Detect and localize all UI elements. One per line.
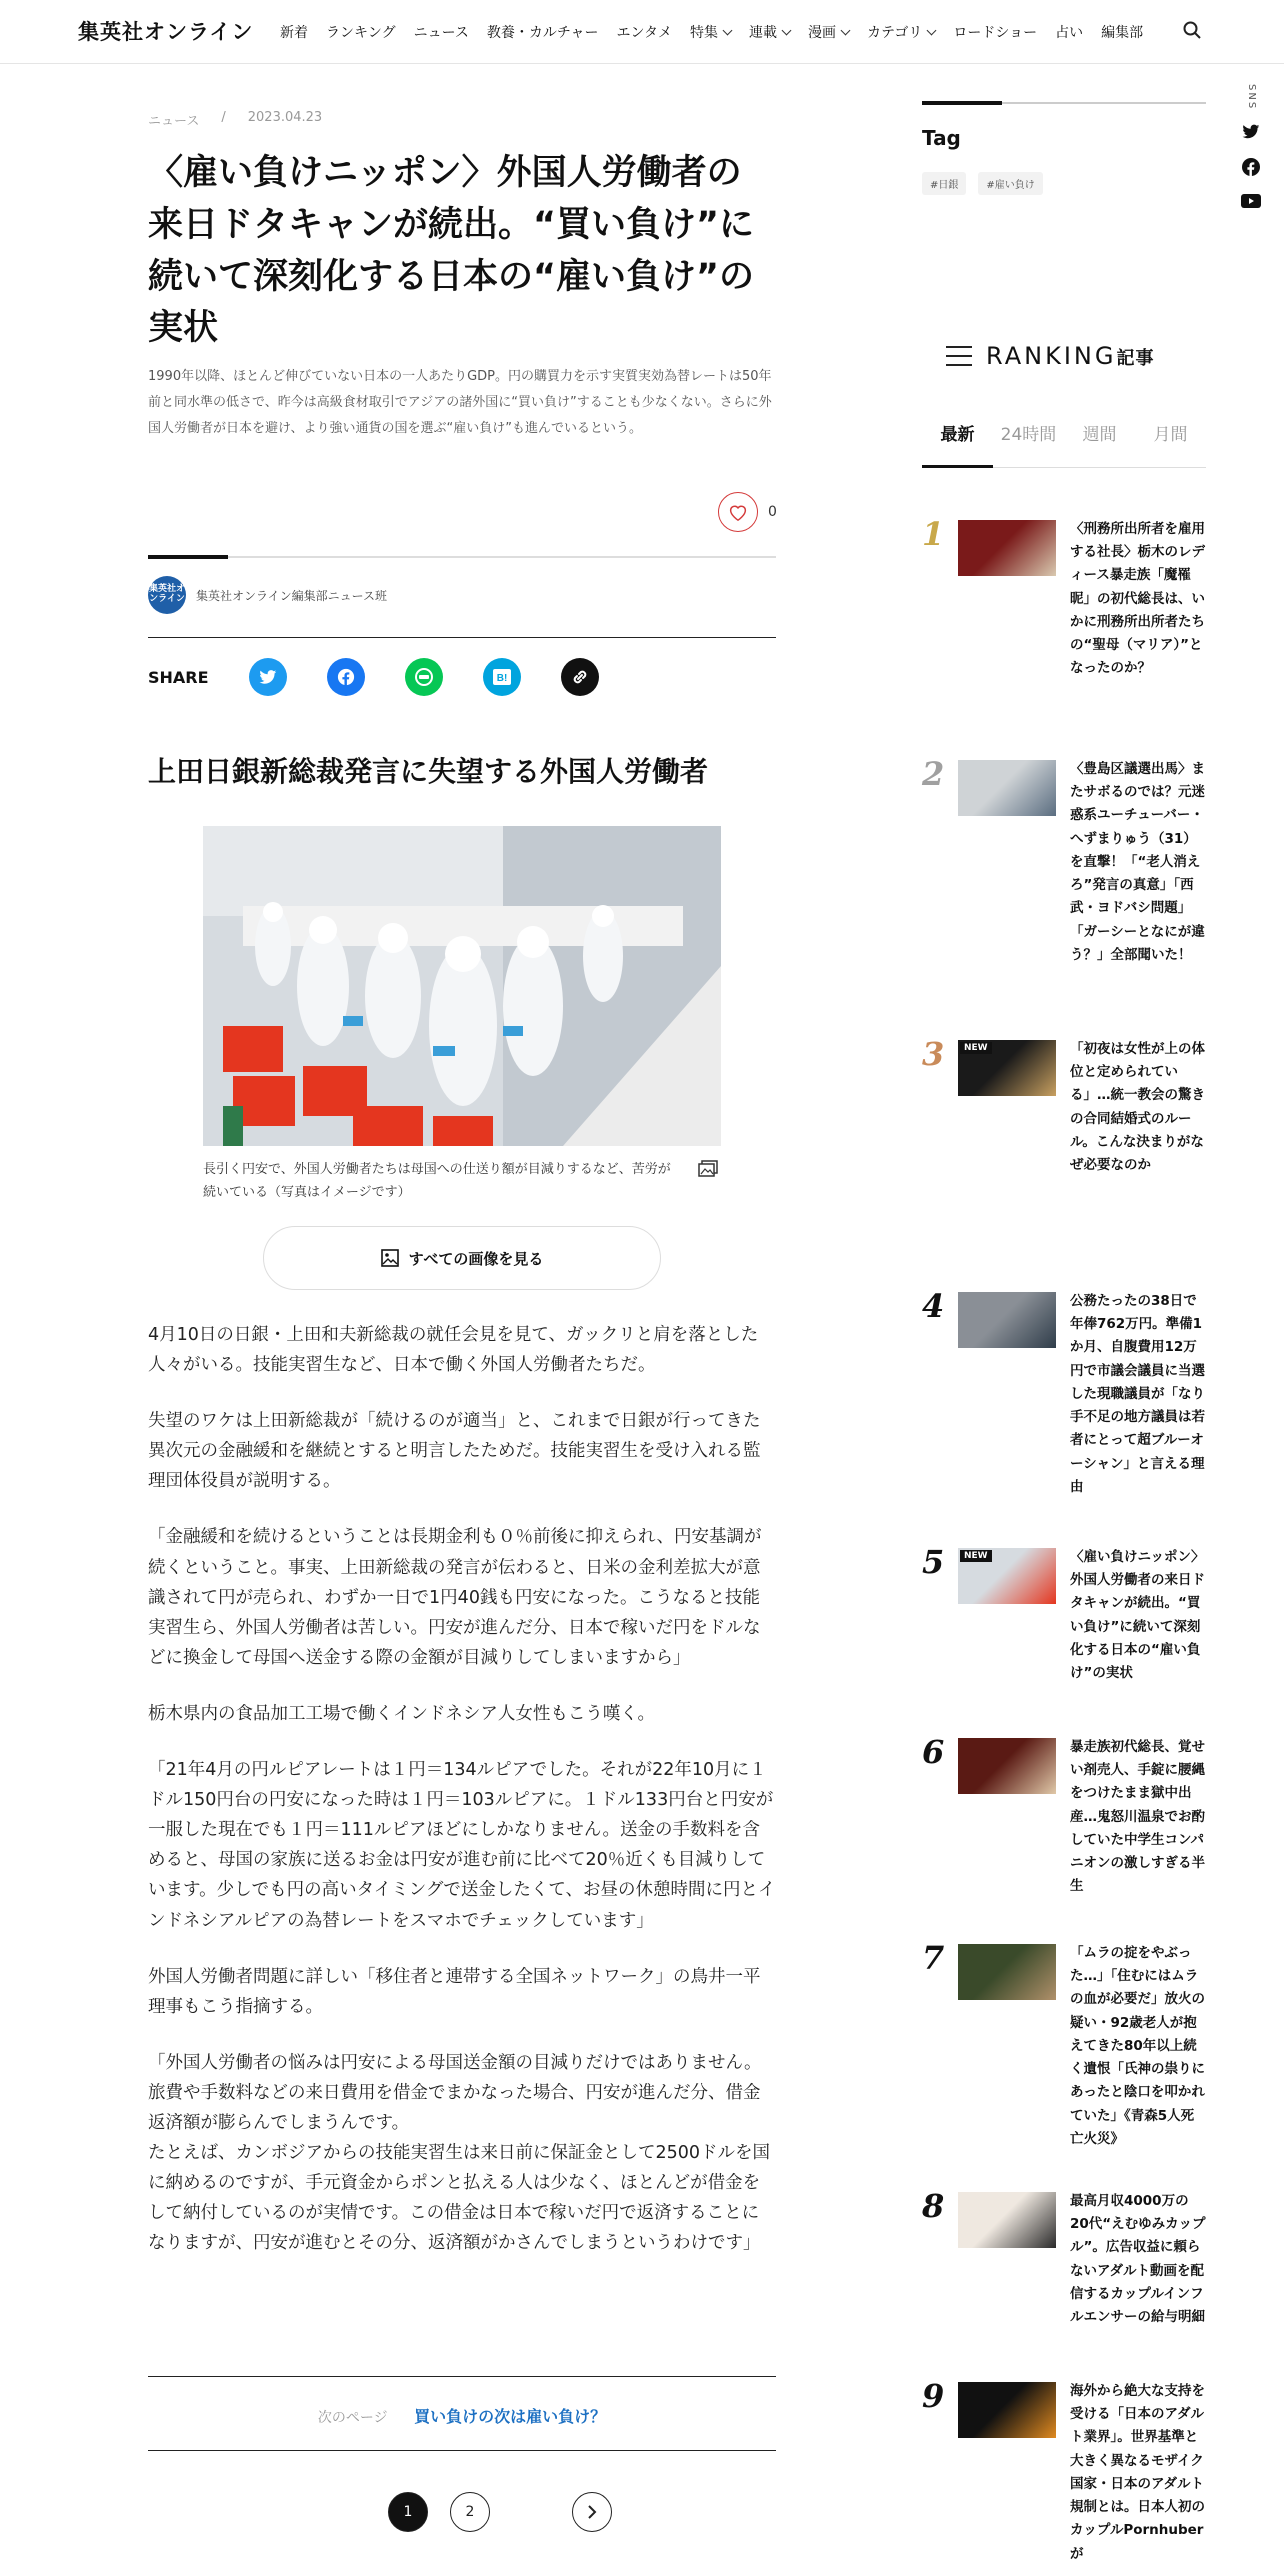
line-icon bbox=[414, 667, 434, 687]
ranking-item[interactable] bbox=[922, 1035, 1206, 1177]
ranking-menu-icon bbox=[946, 346, 972, 366]
body-paragraph: 外国人労働者問題に詳しい「移住者と連帯する全国ネットワーク」の鳥井一平理事もこう指摘する。 bbox=[148, 1966, 761, 2017]
ranking-item[interactable] bbox=[922, 1939, 1206, 2151]
share-bar bbox=[148, 658, 639, 696]
photo-caption: 長引く円安で、外国人労働者たちは母国への仕送り額が目減りするなど、苦労が続いている（写真はイメージです） bbox=[203, 1162, 671, 1201]
new-badge: NEW bbox=[960, 1550, 992, 1562]
body-paragraph: 栃木県内の食品加工工場で働くインドネシア人女性もこう嘆く。 bbox=[148, 1703, 655, 1724]
ranking-title[interactable]: 最高月収4000万の20代“えむゆみカップル”。広告収益に頼らないアダルト動画を配信するカップルインフルエンサーの給与明細 bbox=[1070, 2193, 1206, 2326]
tag-list bbox=[922, 172, 1043, 195]
share-facebook-button[interactable] bbox=[327, 658, 365, 696]
nav-item-7[interactable] bbox=[808, 22, 849, 42]
nav-item-0[interactable] bbox=[280, 22, 308, 42]
ranking-title[interactable]: 公務たったの38日で年俸762万円。準備1か月、自腹費用12万円で市議会議員に当選した現職議員が「なり手不足の地方議員は若者にとって超ブルーオーシャン」と言える理由 bbox=[1070, 1293, 1205, 1495]
author-block[interactable] bbox=[148, 576, 387, 614]
page-button-1[interactable]: 1 bbox=[388, 2492, 428, 2532]
share-copy-link-button[interactable] bbox=[561, 658, 599, 696]
ranking-title[interactable]: 海外から絶大な支持を受ける「日本のアダルト業界」。世界基準と大きく異なるモザイク国家・日本のアダルト規制とは。日本人初のカップルPornhuberが bbox=[1070, 2383, 1205, 2562]
ranking-number: 2 bbox=[922, 755, 945, 793]
tag-link[interactable]: #雇い負け bbox=[978, 172, 1042, 195]
ranking-tabs bbox=[922, 420, 1206, 468]
ranking-thumbnail[interactable] bbox=[958, 1040, 1056, 1096]
ranking-item[interactable] bbox=[922, 1287, 1206, 1499]
view-all-images-label: すべての画像を見る bbox=[408, 1249, 544, 1268]
site-header bbox=[0, 0, 1284, 64]
ranking-item[interactable] bbox=[922, 2187, 1206, 2329]
ranking-number: 5 bbox=[922, 1543, 945, 1581]
like-button[interactable] bbox=[718, 492, 758, 532]
share-label: SHARE bbox=[148, 667, 209, 687]
next-page-label: 次のページ bbox=[317, 2410, 388, 2426]
ranking-title[interactable]: 「ムラの掟をやぶった…」「住むにはムラの血が必要だ」放火の疑い・92歳老人が抱えてきた80年以上続く遺恨「氏神の祟りにあったと陰口を叩かれていた」《青森5人死亡火災》 bbox=[1070, 1945, 1205, 2147]
nav-item-label: 連載 bbox=[748, 25, 777, 41]
body-paragraph: 「金融緩和を続けるということは長期金利も０％前後に抑えられ、円安基調が続くということ。事実、上田新総裁の発言が伝わると、日米の金利差拡大が意識されて円が売られ、わずか一日で1円40銭も円安になった。こうなると技能実習生ら、外国人労働者は苦しい。円安が進んだ分、日本で稼いだ円をドルなどに換金して母国へ送金する際の金額が目減りしてしまいますから」 bbox=[148, 1527, 762, 1668]
nav-item-label: エンタメ bbox=[616, 25, 672, 41]
chevron-down-icon bbox=[927, 25, 937, 35]
author-avatar: 集英社オンライン bbox=[148, 576, 186, 614]
ranking-title[interactable]: 「初夜は女性が上の体位と定められている」…統一教会の驚きの合同結婚式のルール。こんな決まりがなぜ必要なのか bbox=[1070, 1041, 1205, 1174]
article-photo[interactable] bbox=[203, 826, 721, 1146]
ranking-title-text: RANKING bbox=[986, 342, 1117, 370]
share-line-button[interactable] bbox=[405, 658, 443, 696]
nav-item-label: ランキング bbox=[326, 25, 396, 41]
nav-item-9[interactable] bbox=[953, 22, 1037, 42]
ranking-item[interactable] bbox=[922, 755, 1206, 967]
article-title: 〈雇い負けニッポン〉外国人労働者の来日ドタキャンが続出。“買い負け”に続いて深刻化する日本の“雇い負け”の実状 bbox=[148, 153, 755, 349]
ranking-item[interactable] bbox=[922, 2377, 1206, 2566]
ranking-title[interactable]: 〈刑務所出所者を雇用する社長〉栃木のレディース暴走族「魔罹昵」の初代総長は、いかに刑務所出所者たちの“聖母（マリア）”となったのか？ bbox=[1070, 521, 1205, 677]
chevron-down-icon bbox=[841, 25, 851, 35]
ranking-number: 3 bbox=[922, 1035, 945, 1073]
next-page-bottom-divider bbox=[148, 2450, 776, 2451]
facebook-icon bbox=[337, 668, 355, 686]
ranking-item[interactable] bbox=[922, 515, 1206, 681]
facebook-icon[interactable] bbox=[1242, 158, 1260, 176]
chevron-right-icon bbox=[586, 2505, 598, 2519]
ranking-tab-1[interactable]: 24時間 bbox=[1000, 425, 1057, 445]
next-page-button[interactable] bbox=[572, 2492, 612, 2532]
author-divider bbox=[148, 556, 776, 558]
nav-item-label: 占い bbox=[1055, 25, 1084, 41]
publish-date: 2023.04.23 bbox=[247, 110, 323, 125]
pagination bbox=[388, 2492, 612, 2532]
body-paragraph: 「21年4月の円ルピアレートは１円＝134ルピアでした。それが22年10月に１ドル150円台の円安になった時は１円＝103ルピアに。１ドル133円台と円安が一服した現在でも１円＝111ルピアほどにしかなりません。送金の手数料を含めると、母国の家族に送るお金は円安が進む前に比べて20％近くも目減りしています。少しでも円の高いタイミングで送金したくて、お昼の休憩時間に円とインドネシアルピアの為替レートをスマホでチェックしています」 bbox=[148, 1760, 776, 1931]
chevron-down-icon bbox=[723, 25, 733, 35]
ranking-item[interactable] bbox=[922, 1543, 1206, 1685]
nav-item-label: 漫画 bbox=[807, 25, 836, 41]
nav-item-10[interactable] bbox=[1055, 22, 1083, 42]
ranking-number: 6 bbox=[922, 1733, 945, 1771]
hatena-icon bbox=[492, 668, 512, 686]
body-paragraph: 「外国人労働者の悩みは円安による母国送金額の目減りだけではありません。旅費や手数料などの来日費用を借金でまかなった場合、円安が進んだ分、借金返済額が膨らんでしまうんです。 たとえば、カンボジアからの技能実習生は来日前に保証金として2500ドルを国に納めるのですが、手元資金からポンと払える人は少なく、ほとんどが借金をして納付しているのが実情です。この借金は日本で稼いだ円で返済することになりますが、円安が進むとその分、返済額がかさんでしまうというわけです」 bbox=[148, 2052, 771, 2254]
nav-item-label: カテゴリ bbox=[866, 25, 923, 41]
ranking-thumbnail[interactable] bbox=[958, 1292, 1056, 1348]
new-badge: NEW bbox=[960, 1042, 992, 1054]
ranking-number: 8 bbox=[922, 2187, 945, 2225]
page-button-2[interactable]: 2 bbox=[450, 2492, 490, 2532]
nav-item-label: 新着 bbox=[280, 25, 308, 41]
ranking-thumbnail[interactable] bbox=[958, 1548, 1056, 1604]
share-hatena-button[interactable] bbox=[483, 658, 521, 696]
ranking-tab-0[interactable]: 最新 bbox=[922, 420, 993, 467]
ranking-header bbox=[946, 342, 1154, 370]
next-page-block bbox=[148, 2404, 776, 2427]
body-paragraph: 失望のワケは上田新総裁が「続けるのが適当」と、これまで日銀が行ってきた異次元の金融緩和を継続とすると明言したためだ。技能実習生を受け入れる監理団体役員が説明する。 bbox=[148, 1411, 761, 1492]
sns-label: SNS bbox=[1246, 84, 1257, 111]
ranking-title[interactable]: 〈雇い負けニッポン〉外国人労働者の来日ドタキャンが続出。“買い負け”に続いて深刻化する日本の“雇い負け”の実状 bbox=[1070, 1549, 1205, 1682]
ranking-title[interactable]: 〈豊島区議選出馬〉またサボるのでは？元迷惑系ユーチューバー・へずまりゅう（31）を直撃！「“老人消えろ”発言の真意」「西武・ヨドバシ問題」「ガーシーとなにが違う？」全部聞いた！ bbox=[1070, 761, 1205, 963]
tag-divider bbox=[922, 102, 1206, 104]
nav-item-label: ニュース bbox=[413, 25, 469, 41]
nav-item-label: 編集部 bbox=[1101, 25, 1144, 41]
ranking-item[interactable] bbox=[922, 1733, 1206, 1899]
article-lead: 1990年以降、ほとんど伸びていない日本の一人あたりGDP。円の購買力を示す実質実効為替レートは50年前と同水準の低さで、昨今は高級食材取引でアジアの諸外国に“買い負け”することも少なくない。さらに外国人労働者が日本を避け、より強い通貨の国を選ぶ“雇い負け”も進んでいるという。 bbox=[148, 369, 772, 436]
share-twitter-button[interactable] bbox=[249, 658, 287, 696]
category-link[interactable]: ニュース bbox=[148, 114, 200, 129]
nav-item-5[interactable] bbox=[690, 22, 731, 42]
ranking-title[interactable]: 暴走族初代総長、覚せい剤売人、手錠に腰縄をつけたまま獄中出産…鬼怒川温泉でお酌していた中学生コンパニオンの激しすぎる半生 bbox=[1070, 1739, 1205, 1895]
nav-item-11[interactable] bbox=[1101, 22, 1143, 42]
ranking-number: 7 bbox=[922, 1939, 945, 1977]
ranking-thumbnail[interactable] bbox=[958, 760, 1056, 816]
search-icon[interactable] bbox=[1182, 20, 1202, 40]
author-bottom-divider bbox=[148, 637, 776, 638]
nav-item-1[interactable] bbox=[326, 22, 396, 42]
ranking-number: 1 bbox=[922, 515, 945, 553]
nav-item-label: 教養・カルチャー bbox=[486, 25, 599, 41]
svg-text:B!: B! bbox=[496, 673, 507, 684]
chevron-down-icon bbox=[782, 25, 792, 35]
breadcrumb bbox=[148, 110, 322, 129]
factory-workers-image bbox=[203, 826, 721, 1146]
ranking-thumbnail[interactable] bbox=[958, 1738, 1056, 1794]
nav-item-label: ロードショー bbox=[953, 25, 1038, 41]
body-paragraph: 4月10日の日銀・上田和夫新総裁の就任会見を見て、ガックリと肩を落とした人々がいる。技能実習生など、日本で働く外国人労働者たちだ。 bbox=[148, 1325, 759, 1376]
sns-rail bbox=[1238, 84, 1264, 226]
ranking-thumbnail[interactable] bbox=[958, 1944, 1056, 2000]
nav-item-3[interactable] bbox=[487, 22, 599, 42]
nav-item-2[interactable] bbox=[414, 22, 469, 42]
section-heading: 上田日銀新総裁発言に失望する外国人労働者 bbox=[148, 755, 709, 788]
image-icon bbox=[381, 1249, 399, 1267]
nav-item-8[interactable] bbox=[867, 22, 935, 42]
breadcrumb-separator: / bbox=[221, 110, 226, 125]
ranking-title-suffix: 記事 bbox=[1116, 348, 1155, 369]
heart-icon bbox=[728, 503, 748, 521]
gallery-icon[interactable] bbox=[698, 1160, 718, 1178]
ranking-thumbnail[interactable] bbox=[958, 520, 1056, 576]
ranking-number: 4 bbox=[922, 1287, 945, 1325]
site-logo[interactable]: 集英社オンライン bbox=[78, 20, 254, 44]
twitter-icon[interactable] bbox=[1242, 124, 1260, 140]
like-count: 0 bbox=[768, 504, 777, 520]
author-name[interactable]: 集英社オンライン編集部ニュース班 bbox=[196, 588, 388, 603]
next-page-top-divider bbox=[148, 2376, 776, 2377]
next-page-link[interactable]: 買い負けの次は雇い負け？ bbox=[414, 2407, 607, 2426]
nav-item-4[interactable] bbox=[617, 22, 672, 42]
view-all-images-button[interactable] bbox=[263, 1226, 661, 1290]
ranking-thumbnail[interactable] bbox=[958, 2192, 1056, 2248]
youtube-icon[interactable] bbox=[1241, 194, 1261, 208]
ranking-number: 9 bbox=[922, 2377, 945, 2415]
article-body bbox=[148, 1320, 776, 2284]
ranking-thumbnail[interactable] bbox=[958, 2382, 1056, 2438]
ranking-tab-3[interactable]: 月間 bbox=[1153, 425, 1188, 445]
nav-item-label: 特集 bbox=[689, 25, 718, 41]
twitter-icon bbox=[259, 670, 277, 685]
nav-item-6[interactable] bbox=[749, 22, 790, 42]
ranking-tab-2[interactable]: 週間 bbox=[1082, 425, 1117, 445]
ranking-title bbox=[986, 342, 1154, 370]
main-nav bbox=[280, 22, 1161, 42]
tag-heading: Tag bbox=[922, 126, 961, 150]
link-icon bbox=[570, 667, 590, 687]
tag-link[interactable]: #日銀 bbox=[922, 172, 966, 195]
